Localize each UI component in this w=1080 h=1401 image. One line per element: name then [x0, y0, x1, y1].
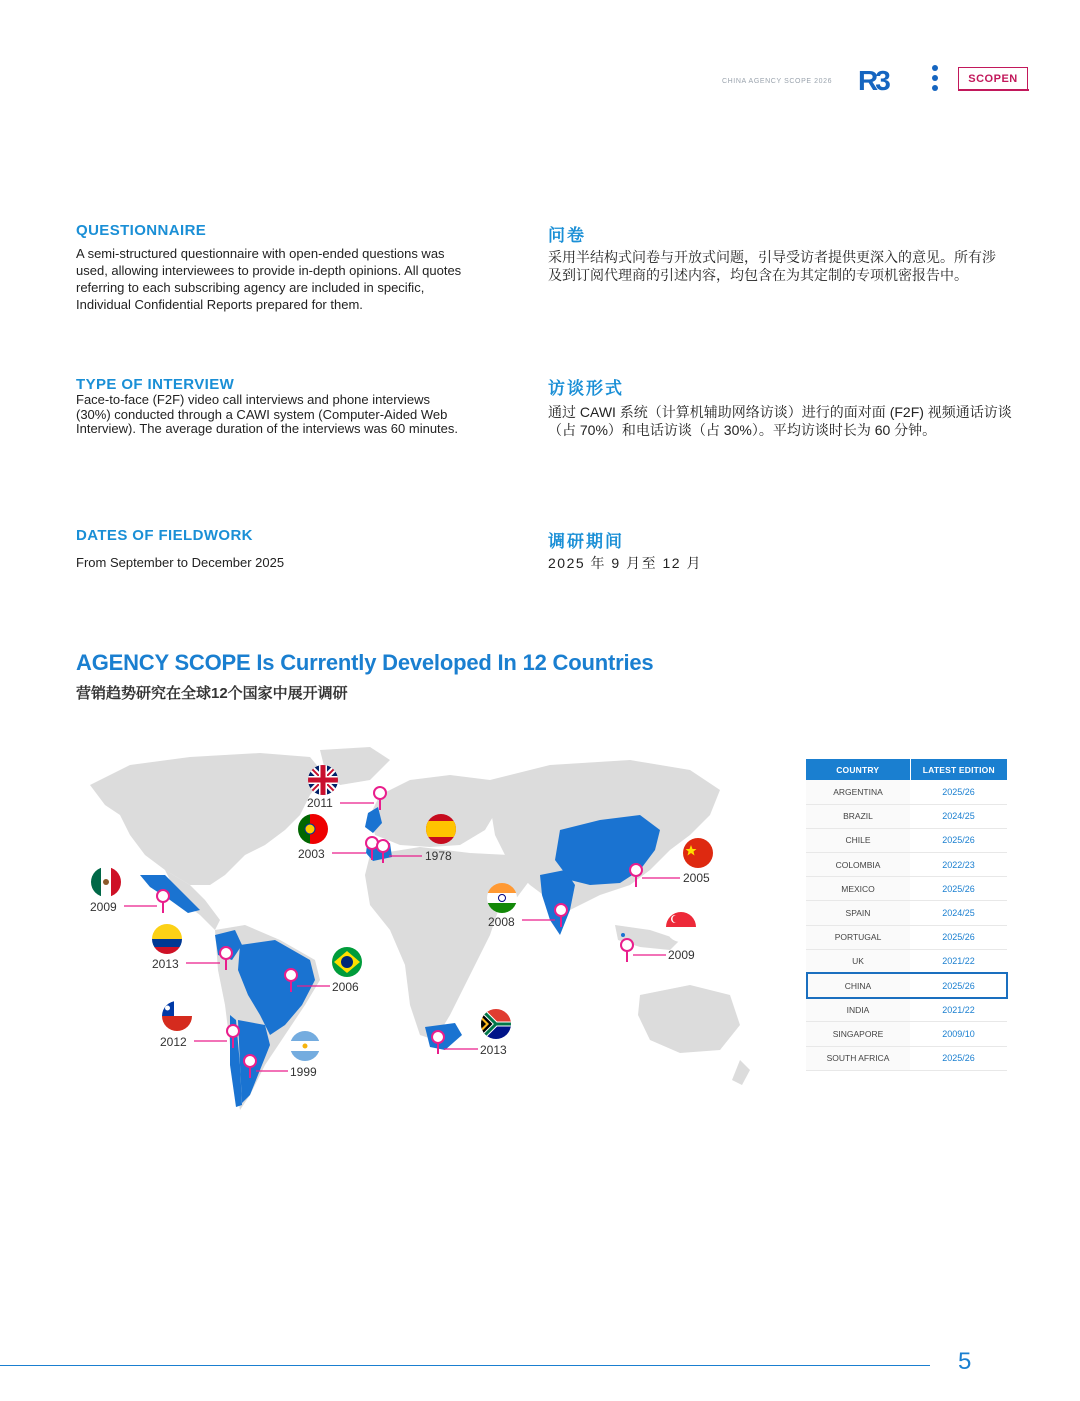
country-cell: BRAZIL — [806, 804, 910, 828]
table-row — [806, 804, 1007, 828]
questionnaire-heading: QUESTIONNAIRE — [76, 222, 207, 239]
edition-cell: 2022/23 — [910, 853, 1007, 877]
country-cell: CHINA — [806, 974, 910, 998]
r3-logo — [858, 64, 918, 96]
edition-cell: 2009/10 — [910, 1022, 1007, 1046]
land-masses — [90, 747, 750, 1110]
scopen-logo: SCOPEN — [958, 67, 1028, 90]
world-map — [70, 735, 750, 1120]
interview-body-cn: 通过 CAWI 系统（计算机辅助网络访谈）进行的面对面 (F2F) 视频通话访谈（占 70%）和电话访谈（占 30%）。平均访谈时长为 60 分钟。 — [548, 404, 1012, 438]
fieldwork-body-cn: 2025 年 9 月至 12 月 — [548, 555, 702, 571]
singapore-shape — [621, 933, 625, 937]
table-row — [806, 1046, 1007, 1070]
table-row — [806, 853, 1007, 877]
argentina-year: 1999 — [290, 1065, 317, 1079]
india-year: 2008 — [488, 915, 515, 929]
interview-body: Face-to-face (F2F) video call interviews and phone interviews (30%) conducted through a CAWI system (Computer-Aided Web Interview). The average duration of the interviews was 60 minutes. — [76, 392, 459, 436]
interview-heading: TYPE OF INTERVIEW — [76, 376, 235, 393]
portugal-year: 2003 — [298, 847, 325, 861]
country-cell: MEXICO — [806, 877, 910, 901]
interview-heading-cn: 访谈形式 — [548, 379, 624, 398]
colombia-year: 2013 — [152, 957, 179, 971]
spain-year: 1978 — [425, 849, 452, 863]
editions-table — [806, 759, 1007, 1071]
table-row — [806, 877, 1007, 901]
fieldwork-heading: DATES OF FIELDWORK — [76, 527, 253, 544]
south-africa-shape — [425, 1023, 462, 1050]
table-row — [806, 949, 1007, 973]
edition-cell: 2025/26 — [910, 1046, 1007, 1070]
questionnaire-body: A semi-structured questionnaire with open-ended questions was used, allowing interviewees to provide in-depth opinions. All quotes referring to each subscribing agency are included in specific, Individual Confidential Reports prepared for them. — [76, 246, 462, 312]
edition-cell: 2025/26 — [910, 974, 1007, 998]
table-row — [806, 1022, 1007, 1046]
brazil-year: 2006 — [332, 980, 359, 994]
country-cell: SPAIN — [806, 901, 910, 925]
table-row — [806, 998, 1007, 1022]
table-header-country: COUNTRY — [806, 759, 910, 780]
country-cell: COLOMBIA — [806, 853, 910, 877]
country-cell: SINGAPORE — [806, 1022, 910, 1046]
uk-year: 2011 — [307, 796, 333, 810]
edition-cell: 2021/22 — [910, 949, 1007, 973]
page-number: 5 — [958, 1348, 972, 1375]
questionnaire-heading-cn: 问卷 — [548, 226, 586, 245]
south-africa-year: 2013 — [480, 1043, 507, 1057]
china-year: 2005 — [683, 871, 710, 885]
country-cell: PORTUGAL — [806, 925, 910, 949]
table-row — [806, 925, 1007, 949]
mexico-year: 2009 — [90, 900, 117, 914]
footer-divider — [0, 1365, 930, 1366]
fieldwork-body: From September to December 2025 — [76, 555, 285, 570]
country-cell: SOUTH AFRICA — [806, 1046, 910, 1070]
table-row — [806, 828, 1007, 852]
questionnaire-body-cn: 采用半结构式问卷与开放式问题，引导受访者提供更深入的意见。所有涉及到订阅代理商的引述内容，均包含在为其定制的专项机密报告中。 — [548, 249, 996, 283]
china-row-highlight — [806, 972, 1008, 999]
countries-subtitle: 营销趋势研究在全球12个国家中展开调研 — [76, 685, 348, 702]
chile-year: 2012 — [160, 1035, 187, 1049]
edition-cell: 2021/22 — [910, 998, 1007, 1022]
edition-cell: 2025/26 — [910, 925, 1007, 949]
india-shape — [540, 870, 575, 935]
edition-cell: 2025/26 — [910, 877, 1007, 901]
edition-cell: 2025/26 — [910, 780, 1007, 804]
edition-cell: 2024/25 — [910, 901, 1007, 925]
countries-title: AGENCY SCOPE Is Currently Developed In 12 Countries — [76, 650, 654, 675]
country-cell: UK — [806, 949, 910, 973]
singapore-year: 2009 — [668, 948, 695, 962]
edition-cell: 2025/26 — [910, 828, 1007, 852]
fieldwork-heading-cn: 调研期间 — [548, 532, 624, 551]
table-row — [806, 901, 1007, 925]
report-header-title: CHINA AGENCY SCOPE 2026 — [722, 78, 833, 85]
table-row — [806, 780, 1007, 804]
svg-text:R3: R3 — [858, 65, 888, 96]
table-header-edition: LATEST EDITION — [910, 759, 1007, 780]
country-cell: ARGENTINA — [806, 780, 910, 804]
logo-dots-icon — [930, 64, 940, 94]
edition-cell: 2024/25 — [910, 804, 1007, 828]
country-cell: CHILE — [806, 828, 910, 852]
country-cell: INDIA — [806, 998, 910, 1022]
